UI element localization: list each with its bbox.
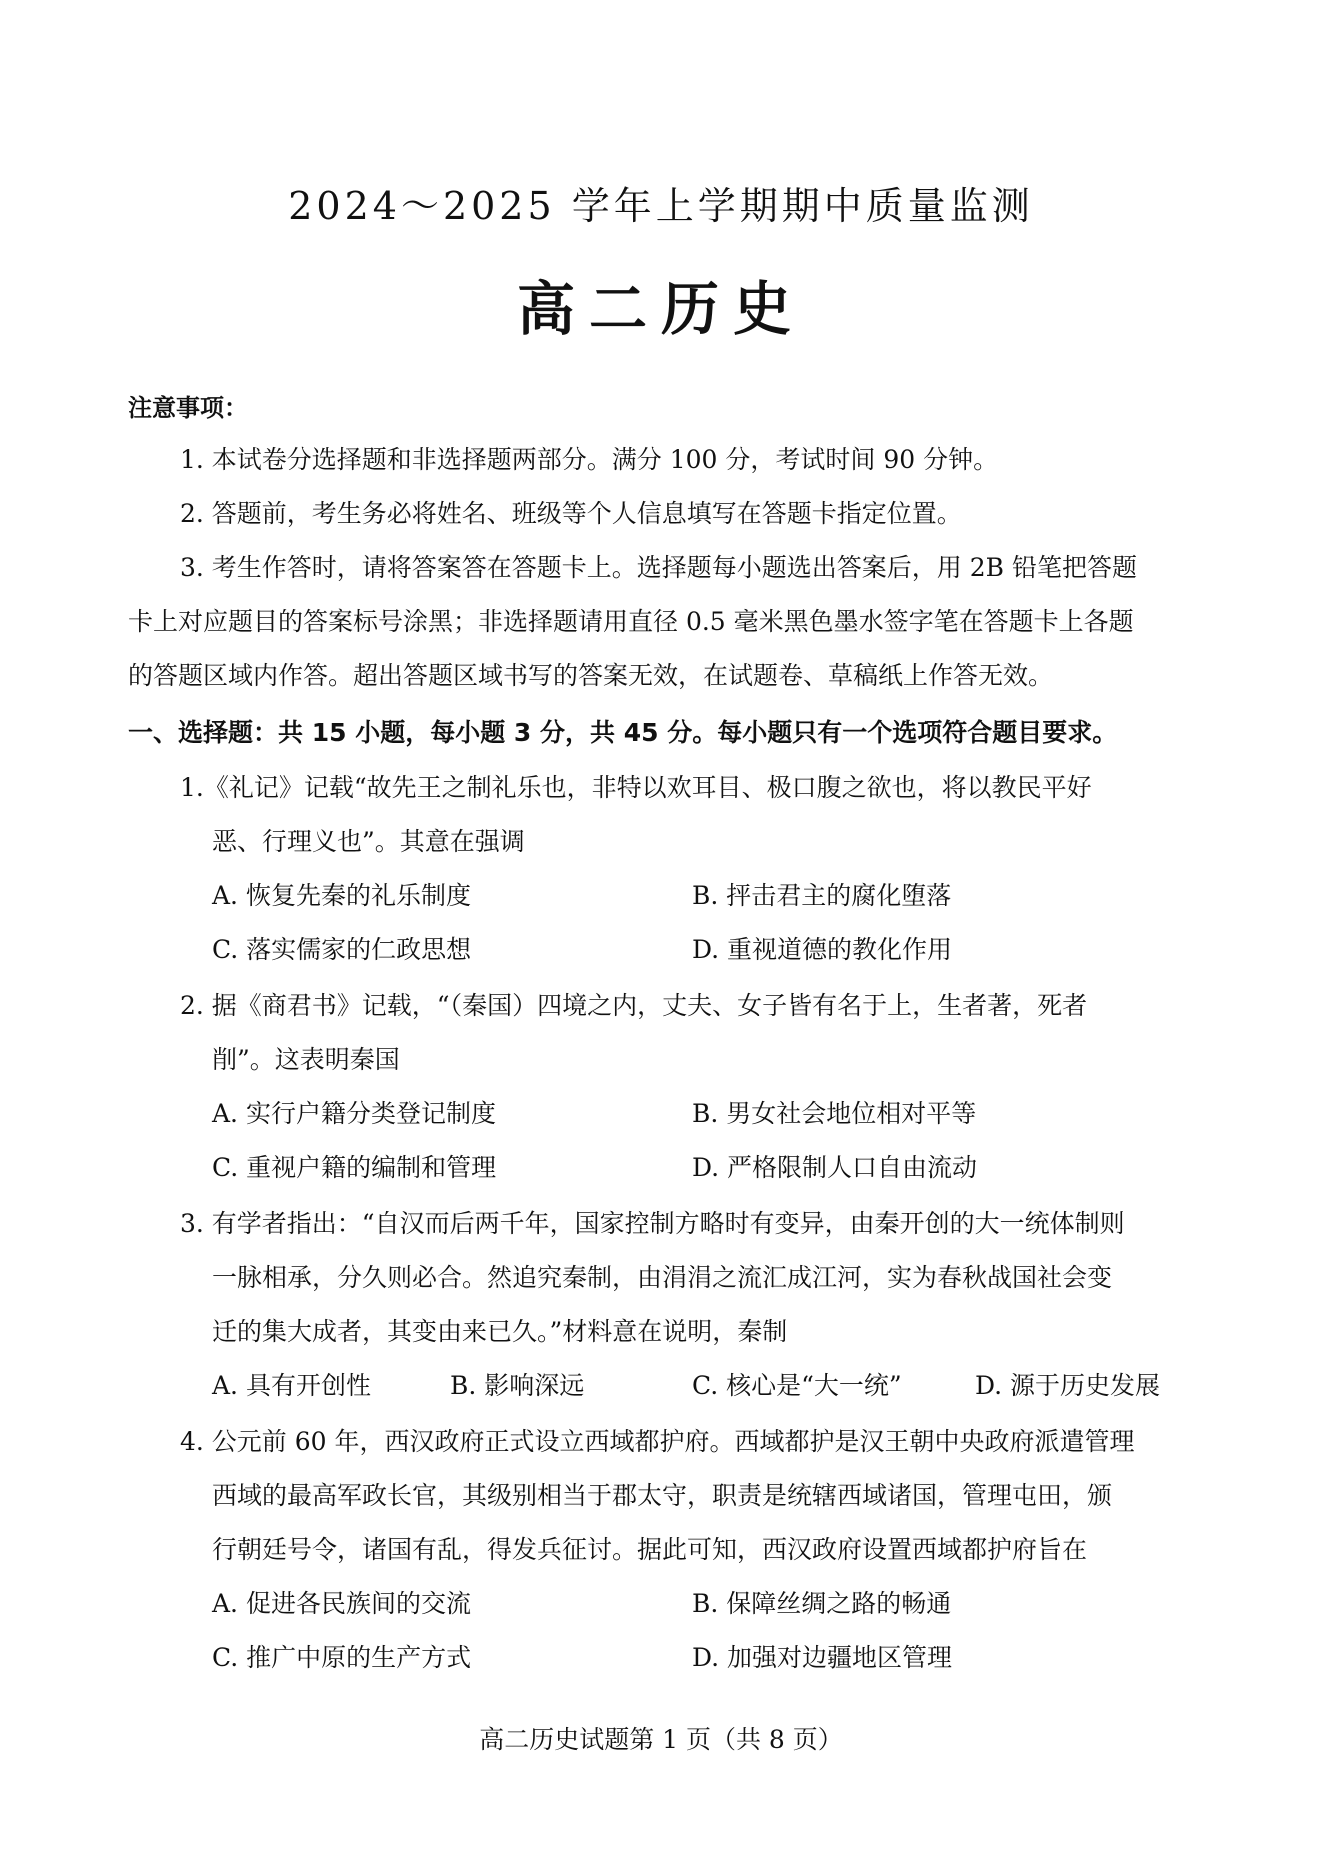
- question-3-option-c: C. 核心是“大一统”: [692, 1371, 902, 1400]
- question-4-line: 4. 公元前 60 年，西汉政府正式设立西域都护府。西域都护是汉王朝中央政府派遣管理: [180, 1427, 1135, 1456]
- section-heading: 一、选择题：共 15 小题，每小题 3 分，共 45 分。每小题只有一个选项符合题目要求。: [128, 718, 1118, 747]
- question-2-option-c: C. 重视户籍的编制和管理: [212, 1153, 497, 1182]
- notice-item: 卡上对应题目的答案标号涂黑；非选择题请用直径 0.5 毫米黑色墨水签字笔在答题卡上各题: [128, 607, 1134, 636]
- question-4-option-d: D. 加强对边疆地区管理: [692, 1643, 953, 1672]
- notice-heading: 注意事项：: [128, 394, 248, 422]
- question-1-option-a: A. 恢复先秦的礼乐制度: [212, 881, 471, 910]
- question-1-line: 恶、行理义也”。其意在强调: [212, 827, 525, 856]
- question-2-option-d: D. 严格限制人口自由流动: [692, 1153, 978, 1182]
- question-1-option-b: B. 抨击君主的腐化堕落: [692, 881, 952, 910]
- page-footer: 高二历史试题第 1 页（共 8 页）: [479, 1725, 843, 1754]
- question-3-option-d: D. 源于历史发展: [975, 1371, 1161, 1400]
- notice-item: 3. 考生作答时，请将答案答在答题卡上。选择题每小题选出答案后，用 2B 铅笔把答题: [180, 553, 1137, 582]
- question-1-line: 1.《礼记》记载“故先王之制礼乐也，非特以欢耳目、极口腹之欲也，将以教民平好: [180, 773, 1092, 802]
- question-4-option-a: A. 促进各民族间的交流: [212, 1589, 471, 1618]
- notice-item: 的答题区域内作答。超出答题区域书写的答案无效，在试题卷、草稿纸上作答无效。: [128, 661, 1054, 690]
- notice-item: 1. 本试卷分选择题和非选择题两部分。满分 100 分，考试时间 90 分钟。: [180, 445, 999, 474]
- question-4-line: 行朝廷号令，诸国有乱，得发兵征讨。据此可知，西汉政府设置西域都护府旨在: [212, 1535, 1088, 1564]
- question-3-option-a: A. 具有开创性: [212, 1371, 371, 1400]
- question-2-option-a: A. 实行户籍分类登记制度: [212, 1099, 496, 1128]
- question-4-line: 西域的最高军政长官，其级别相当于郡太守，职责是统辖西域诸国，管理屯田，颁: [212, 1481, 1113, 1510]
- question-3-line: 3. 有学者指出：“自汉而后两千年，国家控制方略时有变异，由秦开创的大一统体制则: [180, 1209, 1125, 1238]
- question-1-option-d: D. 重视道德的教化作用: [692, 935, 953, 964]
- question-4-option-b: B. 保障丝绸之路的畅通: [692, 1589, 952, 1618]
- question-2-line: 2. 据《商君书》记载，“（秦国）四境之内，丈夫、女子皆有名于上，生者著，死者: [180, 991, 1088, 1020]
- question-4-option-c: C. 推广中原的生产方式: [212, 1643, 472, 1672]
- question-3-option-b: B. 影响深远: [450, 1371, 585, 1400]
- question-2-line: 削”。这表明秦国: [212, 1045, 400, 1074]
- question-2-option-b: B. 男女社会地位相对平等: [692, 1099, 977, 1128]
- subject-title: 高二历史: [516, 275, 805, 343]
- question-3-line: 迁的集大成者，其变由来已久。”材料意在说明，秦制: [212, 1317, 788, 1346]
- notice-item: 2. 答题前，考生务必将姓名、班级等个人信息填写在答题卡指定位置。: [180, 499, 962, 528]
- exam-title: 2024～2025 学年上学期期中质量监测: [288, 184, 1034, 228]
- question-3-line: 一脉相承，分久则必合。然追究秦制，由涓涓之流汇成江河，实为春秋战国社会变: [212, 1263, 1113, 1292]
- question-1-option-c: C. 落实儒家的仁政思想: [212, 935, 472, 964]
